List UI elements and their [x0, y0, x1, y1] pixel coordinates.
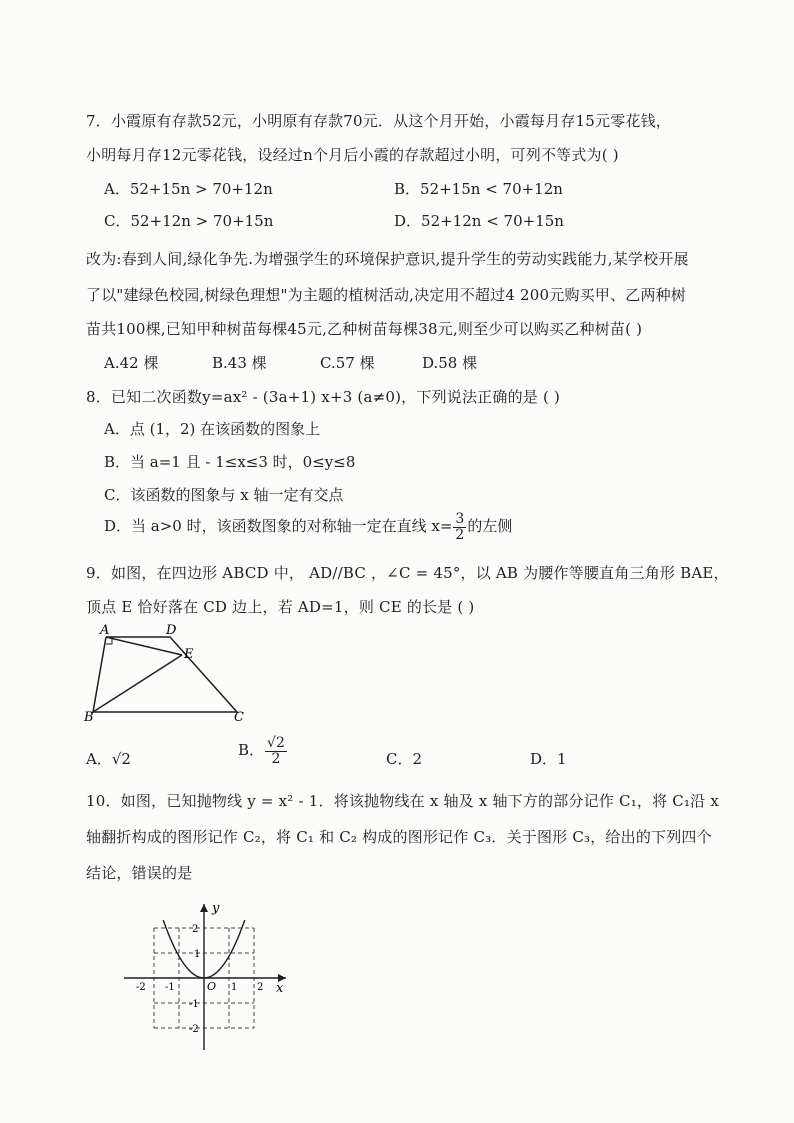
segment-ae [106, 637, 182, 655]
fraction-numerator: √2 [267, 735, 285, 751]
fraction-root2-over-2 [265, 736, 287, 766]
x-tick-1: 1 [231, 982, 238, 993]
q7-option-b: B．52+15n < 70+12n [394, 180, 563, 198]
x-axis-label: x [276, 981, 284, 996]
alt-line-2: 了以"建绿色校园,树绿色理想"为主题的植树活动,决定用不超过4 200元购买甲、乙两种树 [86, 286, 687, 304]
q9-option-b-letter: B． [238, 741, 265, 760]
q7-line-1: 7．小霞原有存款52元，小明原有存款70元．从这个月开始，小霞每月存15元零花钱， [86, 112, 672, 130]
alt-option-a: A.42 棵 [104, 354, 159, 372]
fraction-denominator: 2 [271, 750, 281, 767]
q8-option-a: A．点 (1，2) 在该函数的图象上 [104, 420, 321, 438]
fraction-numerator: 3 [455, 511, 465, 527]
q7-line-2: 小明每月存12元零花钱，设经过n个月后小霞的存款超过小明，可列不等式为( ) [86, 146, 619, 164]
origin-label: O [207, 980, 217, 993]
alt-line-1: 改为:春到人间,绿化争先.为增强学生的环境保护意识,提升学生的劳动实践能力,某学校开展 [86, 250, 689, 268]
y-tick-1: 1 [194, 949, 201, 960]
alt-option-d: D.58 棵 [422, 354, 478, 372]
q9-option-c: C．2 [386, 750, 423, 768]
q7-option-d: D．52+12n < 70+15n [394, 212, 564, 230]
q7-option-a: A．52+15n > 70+12n [104, 180, 273, 198]
q8-option-d-text: D．当 a>0 时，该函数图象的对称轴一定在直线 x= [104, 517, 453, 536]
quadrilateral-outline [93, 637, 237, 712]
q9-option-b [238, 736, 288, 766]
q8-stem: 8．已知二次函数y=ax² - (3a+1) x+3 (a≠0)，下列说法正确的是 ( ) [86, 388, 561, 406]
q10-line-1: 10．如图，已知抛物线 y = x² - 1．将该抛物线在 x 轴及 x 轴下方的部分记作 C₁，将 C₁沿 x [86, 792, 719, 810]
q7-option-c: C．52+12n > 70+15n [104, 212, 274, 230]
q8-option-d-suffix: 的左侧 [467, 517, 513, 536]
q9-option-d: D．1 [530, 750, 567, 768]
q9-line-1: 9．如图，在四边形 ABCD 中， AD//BC ，∠C = 45°，以 AB 为腰作等腰直角三角形 BAE， [86, 564, 729, 582]
x-tick-neg1: -1 [165, 982, 175, 993]
label-d: D [166, 624, 177, 638]
q8-option-c: C．该函数的图象与 x 轴一定有交点 [104, 486, 344, 504]
y-tick-neg1: -1 [189, 999, 199, 1010]
alt-option-c: C.57 棵 [320, 354, 375, 372]
alt-line-3: 苗共100棵,已知甲种树苗每棵45元,乙种树苗每棵38元,则至少可以购买乙种树苗( ) [86, 320, 643, 338]
y-axis-arrow-icon [200, 904, 208, 912]
q9-option-a: A．√2 [86, 750, 131, 768]
q9-line-2: 顶点 E 恰好落在 CD 边上，若 AD=1，则 CE 的长是 ( ) [86, 598, 475, 616]
label-a: A [100, 624, 110, 638]
y-axis-label: y [212, 901, 220, 916]
quadrilateral-figure [80, 624, 260, 724]
q8-option-d [104, 512, 512, 542]
y-tick-neg2: -2 [189, 1024, 199, 1035]
label-b: B [84, 710, 94, 724]
segment-be [93, 655, 182, 712]
parabola-graph [118, 896, 298, 1056]
alt-option-b: B.43 棵 [212, 354, 267, 372]
x-tick-2: 2 [257, 982, 264, 993]
fraction-denominator: 2 [455, 526, 465, 543]
x-tick-neg2: -2 [136, 982, 146, 993]
fraction-three-halves [453, 512, 466, 542]
label-c: C [234, 710, 244, 724]
q10-line-3: 结论，错误的是 [86, 864, 193, 882]
q10-line-2: 轴翻折构成的图形记作 C₂，将 C₁ 和 C₂ 构成的图形记作 C₃．关于图形 C₃，给出的下列四个 [86, 828, 712, 846]
label-e: E [184, 647, 194, 662]
y-tick-2: 2 [192, 924, 199, 935]
q8-option-b: B．当 a=1 且 - 1≤x≤3 时，0≤y≤8 [104, 453, 356, 471]
